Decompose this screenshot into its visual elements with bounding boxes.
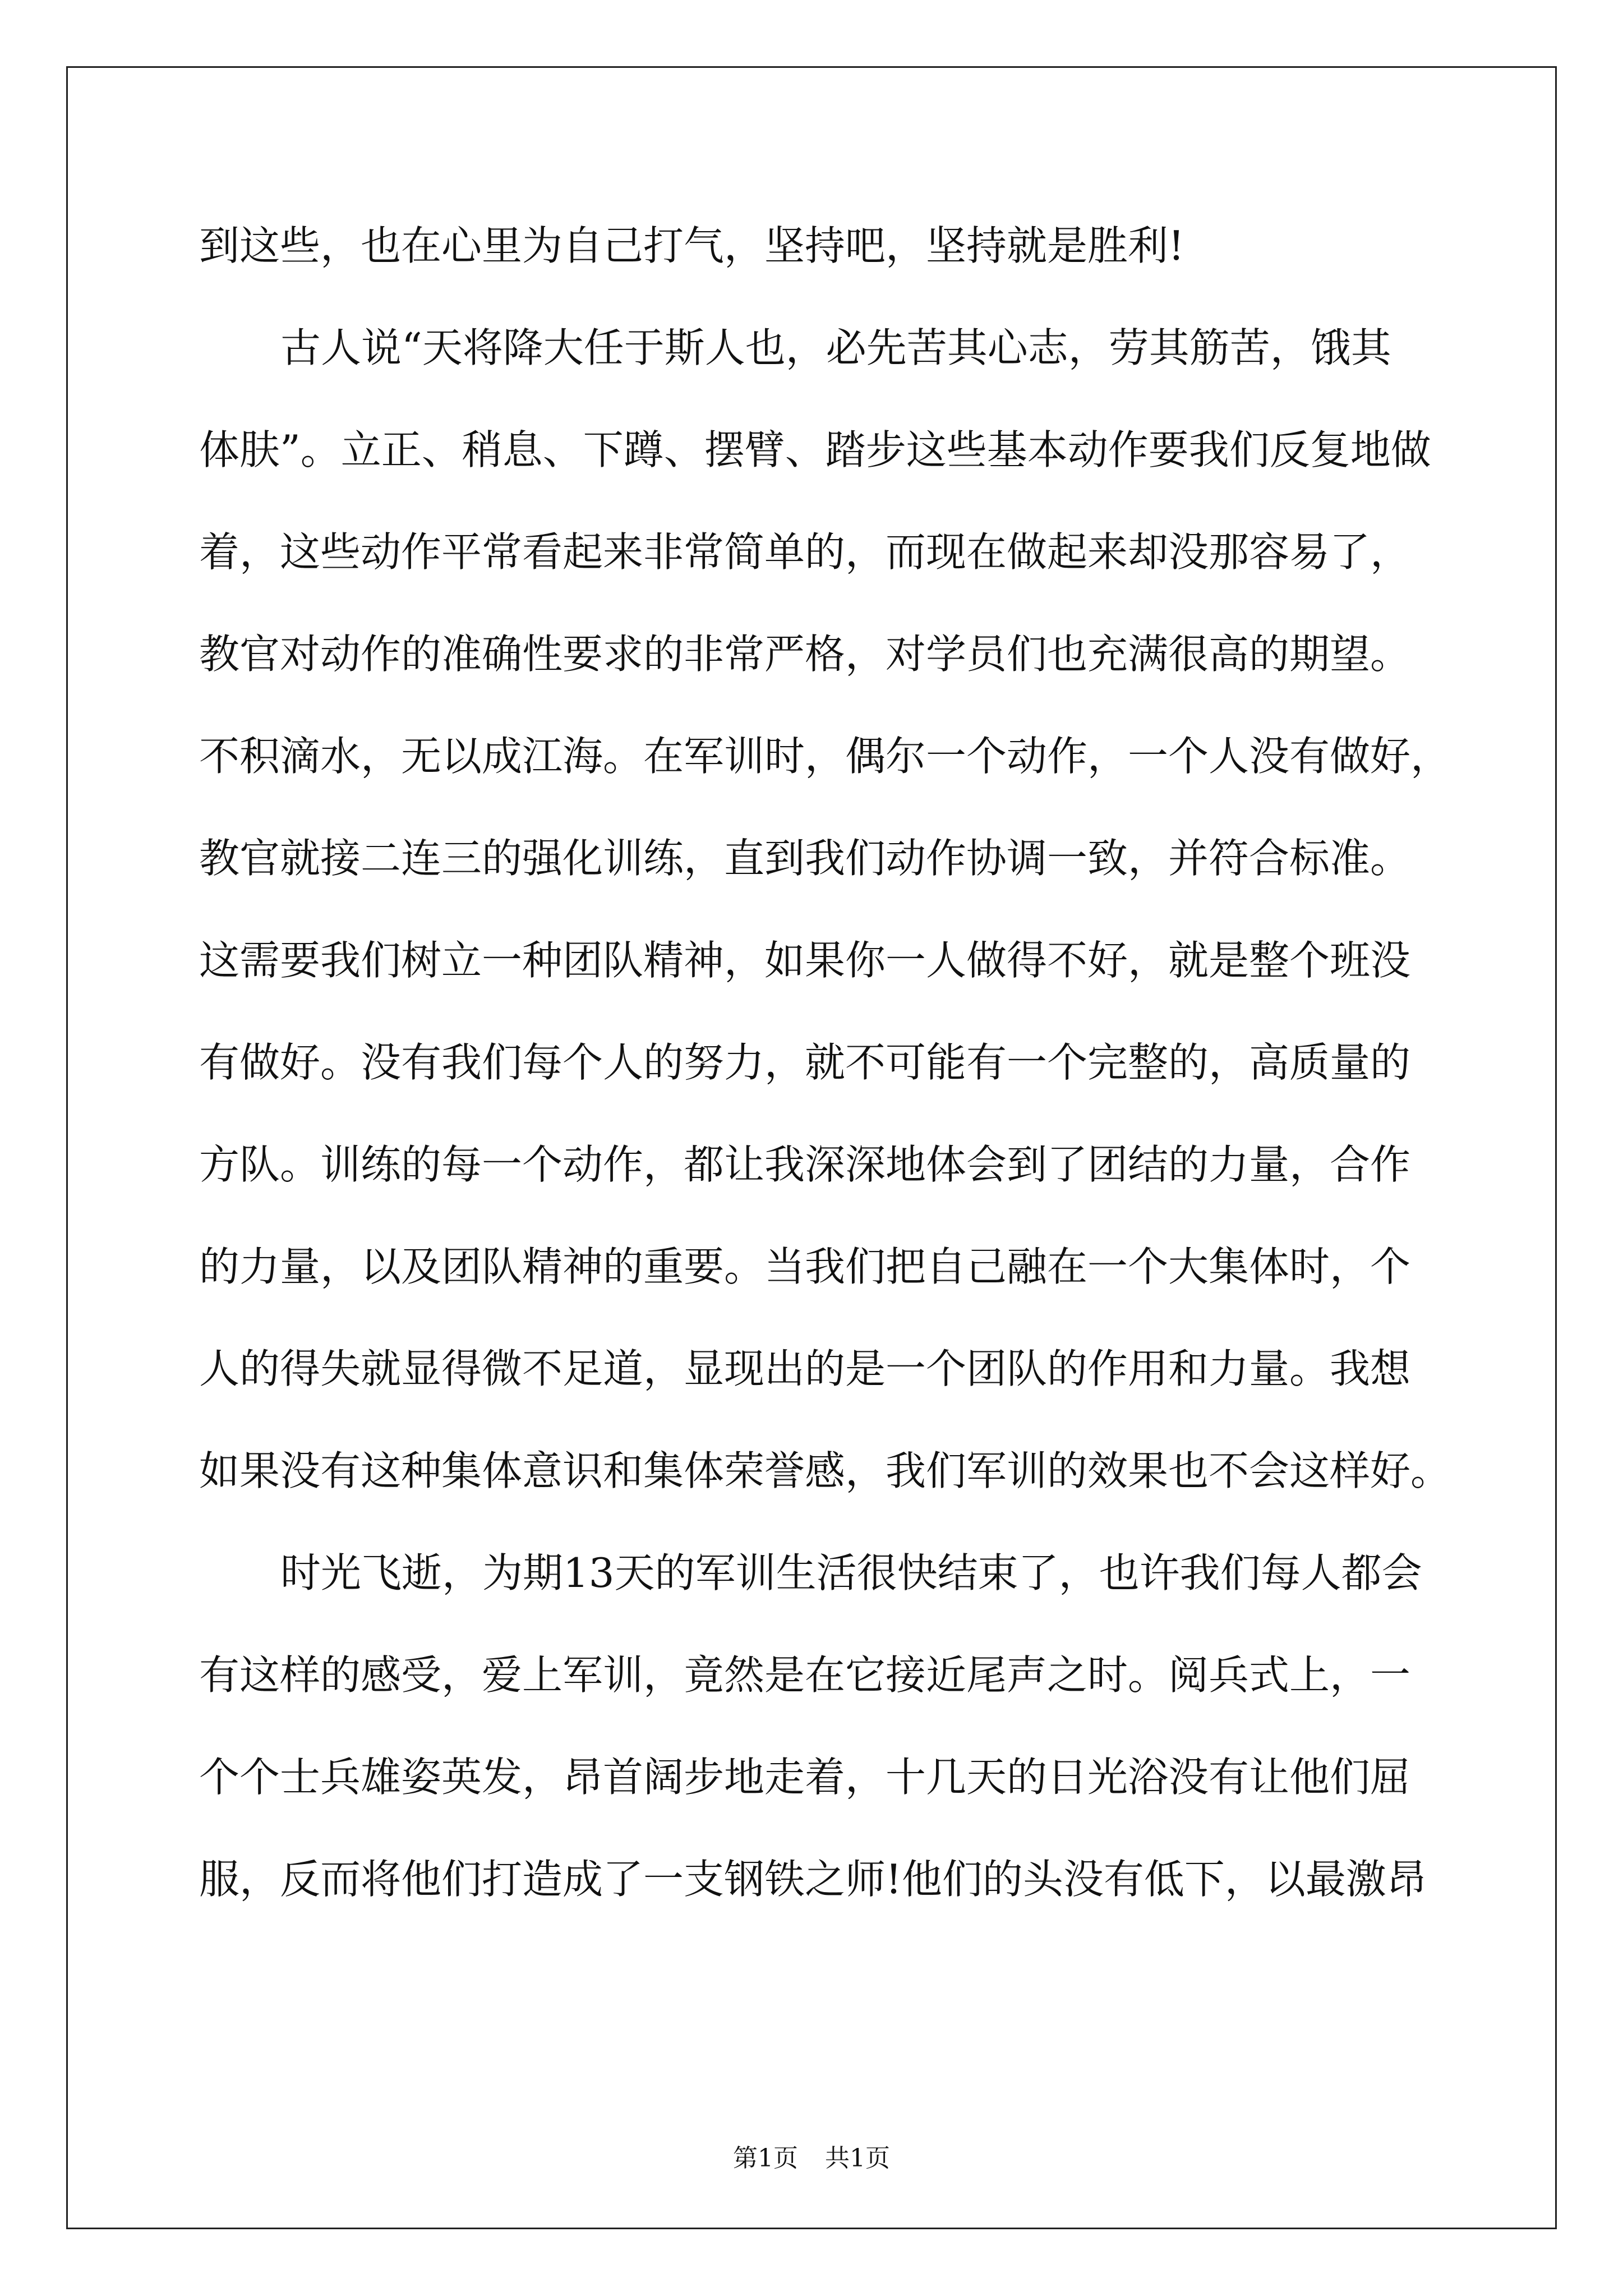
text-line: 的力量，以及团队精神的重要。当我们把自己融在一个大集体时，个 [199, 1243, 1411, 1290]
text-line: 到这些，也在心里为自己打气，坚持吧，坚持就是胜利! [199, 222, 1184, 269]
text-line: 不积滴水，无以成江海。在军训时，偶尔一个动作，一个人没有做好， [199, 733, 1451, 780]
page-number-total: 共1页 [825, 2144, 890, 2173]
text-line: 着，这些动作平常看起来非常简单的，而现在做起来却没那容易了， [199, 528, 1411, 576]
text-line: 教官就接二连三的强化训练，直到我们动作协调一致，并符合标准。 [199, 835, 1411, 882]
text-line: 有这样的感受，爱上军训，竟然是在它接近尾声之时。阅兵式上，一 [199, 1651, 1411, 1699]
text-line: 服，反而将他们打造成了一支钢铁之师!他们的头没有低下，以最激昂 [199, 1856, 1427, 1903]
text-line: 如果没有这种集体意识和集体荣誉感，我们军训的效果也不会这样好。 [199, 1447, 1451, 1494]
text-line: 方队。训练的每一个动作，都让我深深地体会到了团结的力量，合作 [199, 1141, 1411, 1188]
text-line: 教官对动作的准确性要求的非常严格，对学员们也充满很高的期望。 [199, 631, 1411, 678]
text-line: 有做好。没有我们每个人的努力，就不可能有一个完整的，高质量的 [199, 1039, 1411, 1086]
paragraph-start-line: 时光飞逝，为期13天的军训生活很快结束了，也许我们每人都会 [280, 1549, 1422, 1596]
text-line: 个个士兵雄姿英发，昂首阔步地走着，十几天的日光浴没有让他们屈 [199, 1754, 1411, 1801]
text-line: 人的得失就显得微不足道，显现出的是一个团队的作用和力量。我想 [199, 1345, 1411, 1392]
text-line: 体肤”。立正、稍息、下蹲、摆臂、踏步这些基本动作要我们反复地做 [199, 426, 1431, 473]
page-number-current: 第1页 [733, 2144, 798, 2173]
text-line: 这需要我们树立一种团队精神，如果你一人做得不好，就是整个班没 [199, 937, 1411, 984]
paragraph-start-line: 古人说“天将降大任于斯人也，必先苦其心志，劳其筋苦，饿其 [280, 324, 1391, 371]
page-footer [0, 2142, 1623, 2175]
